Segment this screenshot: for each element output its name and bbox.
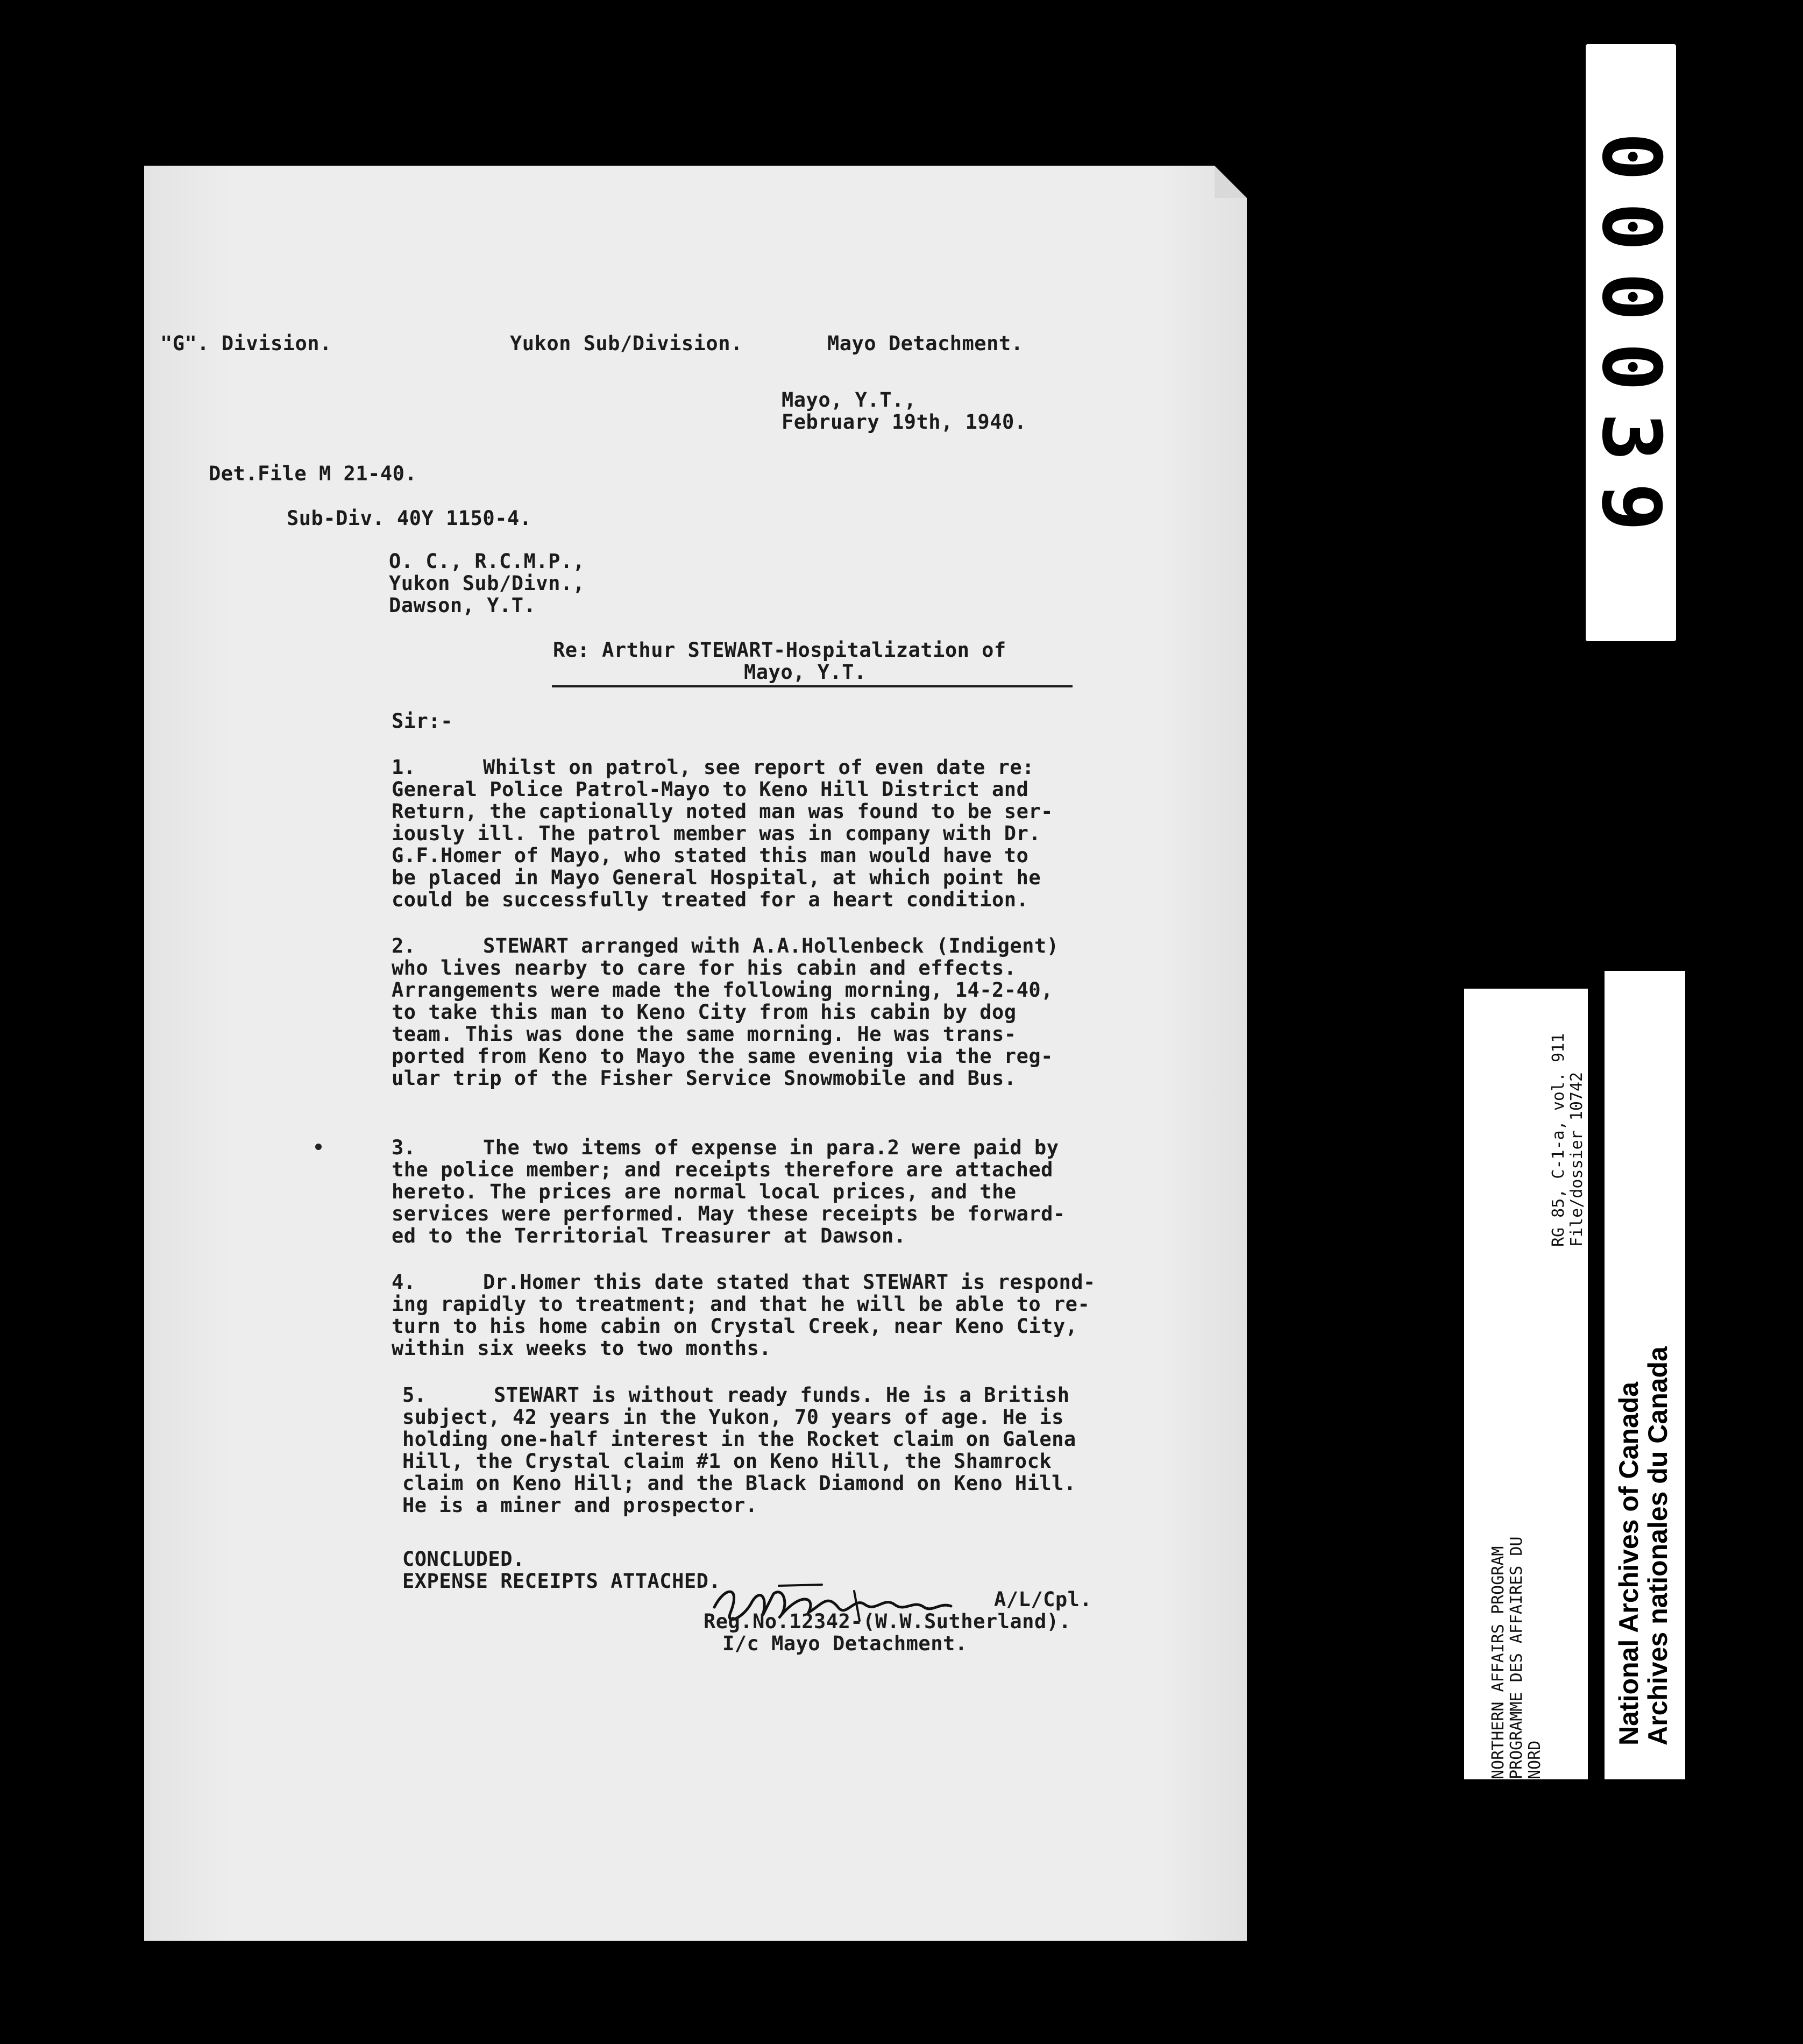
paragraph-line: The two items of expense in para.2 were paid by (483, 1136, 1059, 1159)
record-group-line: RG 85, C-1-a, vol. 911 (1549, 1033, 1568, 1247)
paragraph-line: hereto. The prices are normal local prices, and the (392, 1180, 1017, 1203)
salutation: Sir:- (392, 709, 453, 733)
paragraph-line: ed to the Territorial Treasurer at Dawson. (392, 1224, 906, 1247)
paragraph-number: 2. (392, 934, 416, 957)
letter (144, 166, 1247, 1941)
institution-french: Archives nationales du Canada (1643, 1346, 1673, 1745)
place-line: Mayo, Y.T., (782, 388, 917, 411)
paragraph-line: Dr.Homer this date stated that STEWART is respond- (483, 1271, 1096, 1294)
addressee-line-1: O. C., R.C.M.P., (389, 550, 585, 573)
paragraph-number: 1. (392, 756, 416, 779)
addressee-line-2: Yukon Sub/Divn., (389, 572, 585, 595)
paragraph-line: within six weeks to two months. (392, 1337, 772, 1360)
paragraph-line: STEWART is without ready funds. He is a British (494, 1383, 1070, 1407)
paragraph-line: Hill, the Crystal claim #1 on Keno Hill, the Shamrock (402, 1450, 1052, 1473)
registration-line: Reg.No.12342-(W.W.Sutherland). (704, 1610, 1071, 1633)
paragraph-line: Whilst on patrol, see report of even date re: (483, 756, 1034, 779)
addressee-line-3: Dawson, Y.T. (389, 594, 536, 617)
attachments-line: EXPENSE RECEIPTS ATTACHED. (402, 1570, 721, 1593)
frame-number-strip (1586, 44, 1676, 641)
paragraph-line: iously ill. The patrol member was in company with Dr. (392, 822, 1041, 845)
rank-line: A/L/Cpl. (994, 1588, 1092, 1611)
paragraph-line: Arrangements were made the following morning, 14-2-40, (392, 978, 1053, 1002)
paragraph-line: subject, 42 years in the Yukon, 70 years of age. He is (402, 1406, 1064, 1429)
paragraph-line: holding one-half interest in the Rocket claim on Galena (402, 1428, 1076, 1451)
sub-division-label: Yukon Sub/Division. (510, 332, 743, 355)
paragraph-line: STEWART arranged with A.A.Hollenbeck (Indigent) (483, 934, 1059, 957)
paragraph-line: ing rapidly to treatment; and that he will be able to re- (392, 1293, 1090, 1316)
detachment-label: Mayo Detachment. (827, 332, 1024, 355)
paragraph-line: G.F.Homer of Mayo, who stated this man would have to (392, 844, 1029, 867)
in-charge-line: I/c Mayo Detachment. (722, 1632, 968, 1655)
paragraph-line: General Police Patrol-Mayo to Keno Hill District and (392, 778, 1029, 801)
paragraph-line: claim on Keno Hill; and the Black Diamond on Keno Hill. (402, 1472, 1076, 1495)
subject-underline (552, 685, 1073, 687)
program-line-3: NORD (1525, 1740, 1544, 1779)
date-line: February 19th, 1940. (782, 410, 1027, 434)
sub-div-reference: Sub-Div. 40Y 1150-4. (287, 507, 532, 530)
det-file-reference: Det.File M 21-40. (209, 462, 417, 485)
paragraph-line: Return, the captionally noted man was found to be ser- (392, 800, 1053, 823)
paragraph-line: be placed in Mayo General Hospital, at which point he (392, 866, 1041, 889)
paragraph-line: turn to his home cabin on Crystal Creek, near Keno City, (392, 1315, 1078, 1338)
paragraph-line: He is a miner and prospector. (402, 1494, 758, 1517)
institution-english: National Archives of Canada (1614, 1381, 1644, 1745)
paragraph-line: ported from Keno to Mayo the same evening via the reg- (392, 1045, 1053, 1068)
paragraph-line: services were performed. May these receipts be forward- (392, 1202, 1066, 1225)
paragraph-number: 4. (392, 1271, 416, 1294)
paragraph-line: the police member; and receipts therefore are attached (392, 1158, 1053, 1181)
file-dossier-line: File/dossier 10742 (1567, 1071, 1586, 1247)
paragraph-line: who lives nearby to care for his cabin and effects. (392, 956, 1017, 980)
program-line-1: NORTHERN AFFAIRS PROGRAM (1489, 1546, 1508, 1779)
subject-line-2: Mayo, Y.T. (744, 661, 867, 684)
division-label: "G". Division. (160, 332, 332, 355)
program-line-2: PROGRAMME DES AFFAIRES DU (1507, 1536, 1526, 1779)
paragraph-line: team. This was done the same morning. He was trans- (392, 1023, 1017, 1046)
archive-reference-label (1464, 989, 1588, 1779)
paragraph-line: to take this man to Keno City from his cabin by dog (392, 1000, 1017, 1024)
document-page (144, 166, 1247, 1941)
subject-line-1: Re: Arthur STEWART-Hospitalization of (553, 638, 1006, 662)
paragraph-number: 5. (402, 1383, 427, 1407)
institution-label (1605, 971, 1685, 1779)
frame-number: 000039 (1584, 132, 1678, 553)
paragraph-line: ular trip of the Fisher Service Snowmobile and Bus. (392, 1067, 1017, 1090)
paragraph-number: 3. (392, 1136, 416, 1159)
margin-mark (315, 1144, 322, 1150)
concluded-line: CONCLUDED. (402, 1548, 525, 1571)
paragraph-line: could be successfully treated for a heart condition. (392, 888, 1029, 911)
